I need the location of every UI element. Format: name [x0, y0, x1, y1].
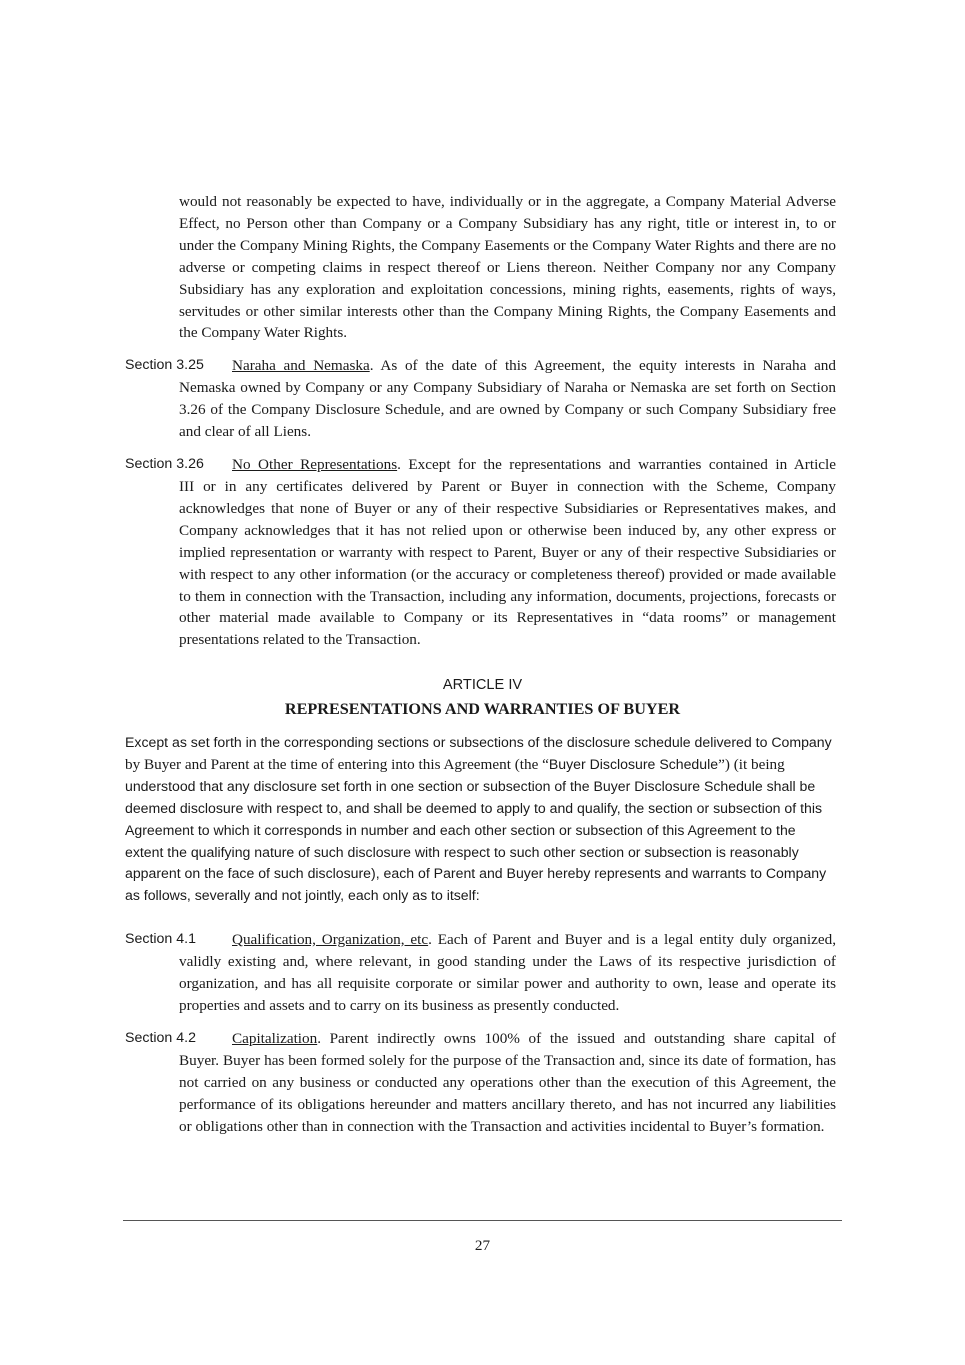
article-intro-paragraph: [125, 732, 836, 907]
section-first-line: [232, 1028, 836, 1050]
intro-text: by Buyer and Parent at the time of entering into this Agreement (the “: [125, 755, 549, 773]
section-heading: No Other Representations: [232, 456, 398, 473]
section-lead-text: . Except for the representations and warranties contained in Article: [397, 456, 836, 473]
section-number: Section 3.26: [125, 456, 204, 472]
section-number: Section 3.25: [125, 357, 204, 373]
section-first-line: [232, 454, 836, 476]
defined-term: Buyer Disclosure Schedule: [548, 755, 719, 772]
footer-divider: [123, 1220, 842, 1221]
section-number: Section 4.1: [125, 931, 196, 947]
intro-text: ”) (it being: [718, 755, 785, 773]
section-heading: Capitalization: [232, 1030, 318, 1047]
section-first-line: [232, 355, 836, 377]
section-body: validly existing and, where relevant, in good standing under the Laws of its respective jurisdiction of organization, and has all requisite corporate or similar power and authority to own, lease and operate its properties and assets and to carry on its business as presently conducted.: [179, 953, 836, 1014]
intro-text: understood that any disclosure set forth in one section or subsection of the Buyer Disclosure Schedule shall be deemed disclosure with respect to, and shall be deemed to apply to and qualify, the section or subsection of this Agreement to which it corresponds in number and each other section or subsection of this Agreement to the extent the qualifying nature of such disclosure with respect to such other section or subsection is reasonably apparent on the face of such disclosure), each of Parent and Buyer hereby represents and warrants to Company as follows, severally and not jointly, each only as to itself:: [125, 777, 827, 904]
section-lead-text: . Each of Parent and Buyer and is a legal entity duly organized,: [428, 931, 836, 948]
section-number: Section 4.2: [125, 1030, 196, 1046]
section-first-line: [232, 929, 836, 951]
page-number: 27: [474, 1237, 491, 1254]
section-heading: Qualification, Organization, etc: [232, 931, 429, 948]
section-body: III or in any certificates delivered by Parent or Buyer in connection with the Scheme, Company acknowledges that none of Buyer or any of their respective Subsidiaries or Representatives makes, and Company acknowledges that it has not relied upon or otherwise been induced by, any other express or implied representation or warranty with respect to Parent, Buyer or any of their respective Subsidiaries or with respect to any other information (or the accuracy or completeness thereof) provided or made available to them in connection with the Transaction, including any information, documents, projections, forecasts or other material made available to Company or its Representatives in “data rooms” or management presentations related to the Transaction.: [179, 478, 836, 649]
section-lead-text: . As of the date of this Agreement, the equity interests in Naraha and: [369, 357, 836, 374]
section-body: Nemaska owned by Company or any Company Subsidiary of Naraha or Nemaska are set forth on Section 3.26 of the Company Disclosure Schedule, and are owned by Company or such Company Subsidiary free and clear of all Liens.: [179, 379, 836, 440]
section-heading: Naraha and Nemaska: [232, 357, 370, 374]
continuation-paragraph: would not reasonably be expected to have, individually or in the aggregate, a Company Material Adverse Effect, no Person other than Company or a Company Subsidiary has any right, title or interest in, to or under the Company Mining Rights, the Company Easements or the Company Water Rights and there are no adverse or competing claims in respect thereof or Liens thereon. Neither Company nor any Company Subsidiary has any exploration and exploitation concessions, mining rights, easements, rights of ways, servitudes or other similar interests other than the Company Mining Rights, the Company Easements and the Company Water Rights.: [179, 193, 836, 342]
intro-line-1: Except as set forth in the corresponding sections or subsections of the disclosure schedule delivered to Company: [125, 734, 832, 750]
article-number: ARTICLE IV: [442, 677, 523, 693]
article-title: REPRESENTATIONS AND WARRANTIES OF BUYER: [284, 700, 681, 718]
section-lead-text: . Parent indirectly owns 100% of the issued and outstanding share capital of: [317, 1030, 836, 1047]
section-body: Buyer. Buyer has been formed solely for the purpose of the Transaction and, since its date of formation, has not carried on any business or conducted any operations other than the execution of this Agreement, the performance of its obligations hereunder and matters ancillary thereto, and has not incurred any liabilities or obligations other than in connection with the Transaction and activities incidental to Buyer’s formation.: [179, 1052, 836, 1135]
